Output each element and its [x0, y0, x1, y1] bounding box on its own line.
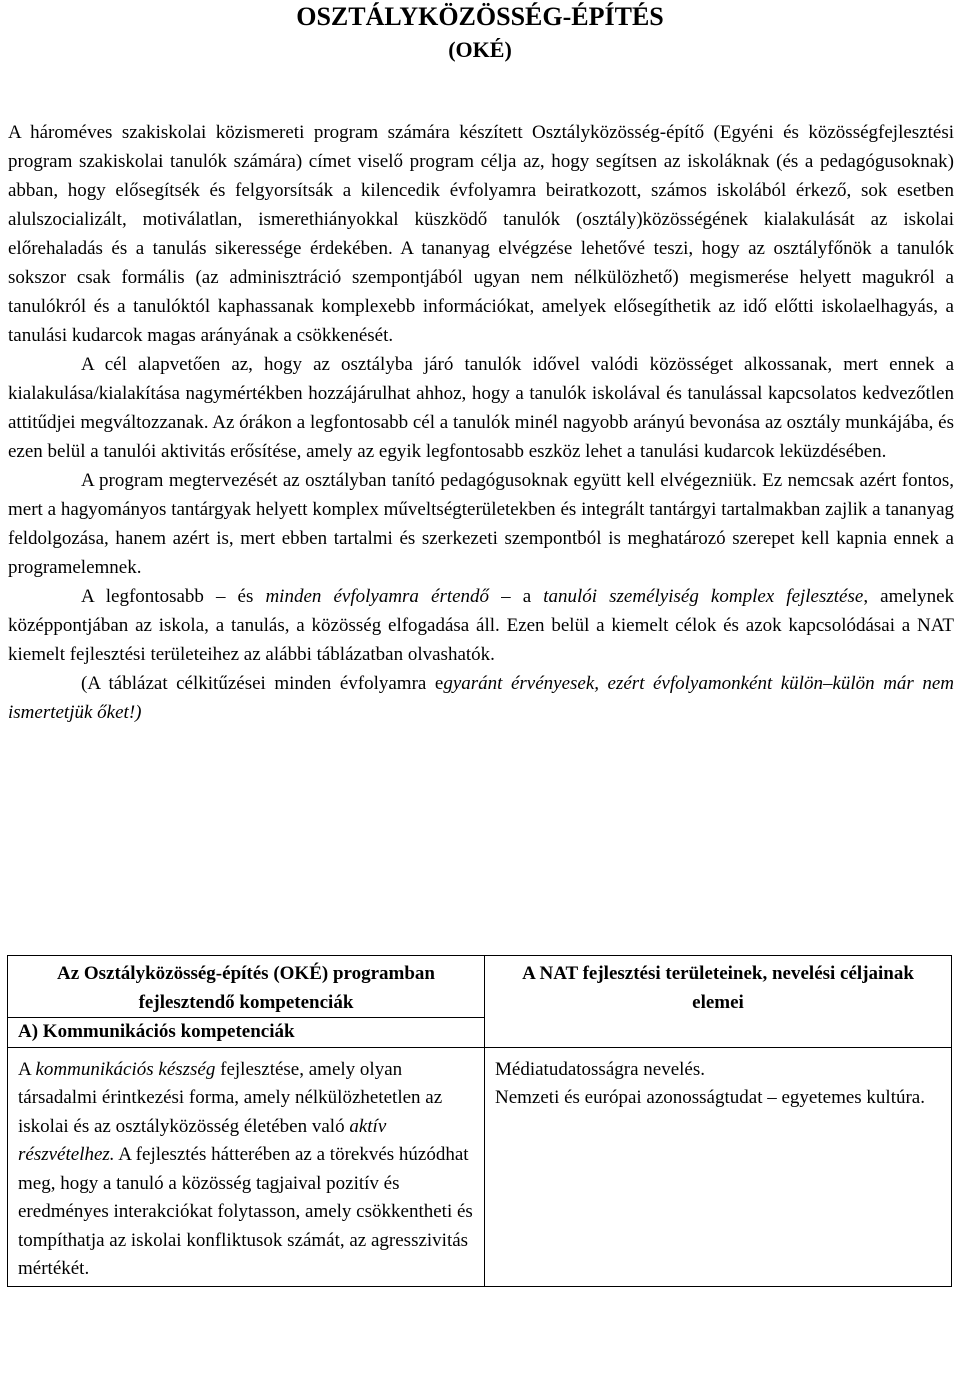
text-run: A: [18, 1058, 36, 1080]
table-header-left: Az Osztályközösség-építés (OKÉ) programban fejlesztendő kompetenciák: [8, 956, 485, 1018]
document-body: [8, 118, 954, 727]
italic-run: tanulói személyiség komplex fejlesztése: [543, 586, 864, 607]
text-run: (A táblázat célkitűzései minden évfolyamra e: [81, 673, 444, 694]
page-subtitle: (OKÉ): [448, 37, 512, 62]
page-title: OSZTÁLYKÖZÖSSÉG-ÉPÍTÉS: [296, 2, 664, 31]
table-cell-nat-elements: [485, 1047, 952, 1286]
italic-run: gyaránt érvényesek, ezért évfolyamonként külön–külön már nem ismertetjük őket!): [8, 673, 954, 723]
table-row: [8, 1047, 952, 1286]
italic-run: minden évfolyamra értendő: [265, 586, 490, 607]
nat-element: Médiatudatosságra nevelés.: [495, 1058, 705, 1080]
competency-table: [7, 955, 952, 1287]
nat-element: Nemzeti és európai azonosságtudat – egyetemes kultúra.: [495, 1087, 925, 1108]
text-run: – a: [489, 586, 544, 607]
paragraph-priority: [8, 582, 954, 669]
paragraph-intro: A hároméves szakiskolai közismereti program számára készített Osztályközösség-építő (Egyéni és közösségfejlesztési program szakiskolai tanulók számára) címet viselő program célja az, hogy segítsen az iskoláknak (és a pedagógusoknak) abban, hogy elősegítsék és felgyorsítsák a kilencedik évfolyamra beiratkozott, számos iskolából érkező, sok esetben alulszocializált, motiválatlan, ismerethiányokkal küszködő tanulók (osztály)közösségének kialakulását az iskolai előrehaladás és a tanulás sikeressége érdekében. A tananyag elvégzése lehetővé teszi, hogy az osztályfőnök a tanulók sokszor csak formális (az adminisztráció szempontjából ugyan nem nélkülözhető) megismerése helyett magukról a tanulókról és a tanulóktól kaphassanak komplexebb információkat, amelyek elősegíthetik az idő előtti iskolaelhagyás, a tanulási kudarcok magas arányának a csökkenését.: [8, 122, 954, 346]
paragraph-note: [8, 669, 954, 727]
text-run: A fejlesztés hátterében az a törekvés húzódhat meg, hogy a tanuló a közösség tagjaival pozitív és eredményes interakciókat folytasson, amely csökkentheti és tompíthatja az iskolai konfliktusok számát, az agresszivitás mértékét.: [18, 1144, 473, 1279]
table-header-row: [8, 956, 952, 1018]
italic-run: aktív részvételhez.: [18, 1115, 387, 1165]
text-run: A legfontosabb – és: [81, 586, 266, 607]
italic-run: kommunikációs készség: [35, 1058, 216, 1080]
paragraph-planning: A program megtervezését az osztályban tanító pedagógusoknak együtt kell elvégezniük. Ez nemcsak azért fontos, mert a hagyományos tantárgyak helyett komplex műveltségterületekben és integrált tantárgyi tartalmakban zajlik a tananyag feldolgozása, hanem azért is, mert ebben tartalmi és szerkezeti szempontból is meghatározó szerepet kell kapnia ennek a programelemnek.: [8, 470, 954, 578]
text-run: fejlesztése, amely olyan társadalmi érintkezési forma, amely nélkülözhetetlen az iskolai és az osztályközösség életében való: [18, 1058, 443, 1137]
paragraph-goal: A cél alapvetően az, hogy az osztályba járó tanulók idővel valódi közösséget alkossanak, mert ennek a kialakulása/kialakítása nagymértékben hozzájárulhat ahhoz, hogy a tanulók iskolával és tanulással kapcsolatos kedvezőtlen attitűdjei megváltozzanak. Az órákon a legfontosabb cél a tanulók minél nagyobb arányú bevonása az osztály munkájába, és ezen belül a tanulói aktivitás erősítése, amely az egyik legfontosabb eszköz lehet a tanulási kudarcok leküzdésében.: [8, 354, 954, 462]
table-header-right: A NAT fejlesztési területeinek, nevelési céljainak elemei: [485, 956, 952, 1048]
text-run: , amelynek középpontjában az iskola, a tanulás, a közösség elfogadása áll. Ezen belül a kiemelt célok és azok kapcsolódásai a NAT kiemelt fejlesztési területeihez az alábbi táblázatban olvashatók.: [8, 586, 955, 665]
table-section-label: A) Kommunikációs kompetenciák: [8, 1018, 485, 1048]
table-cell-competency: [8, 1047, 485, 1286]
